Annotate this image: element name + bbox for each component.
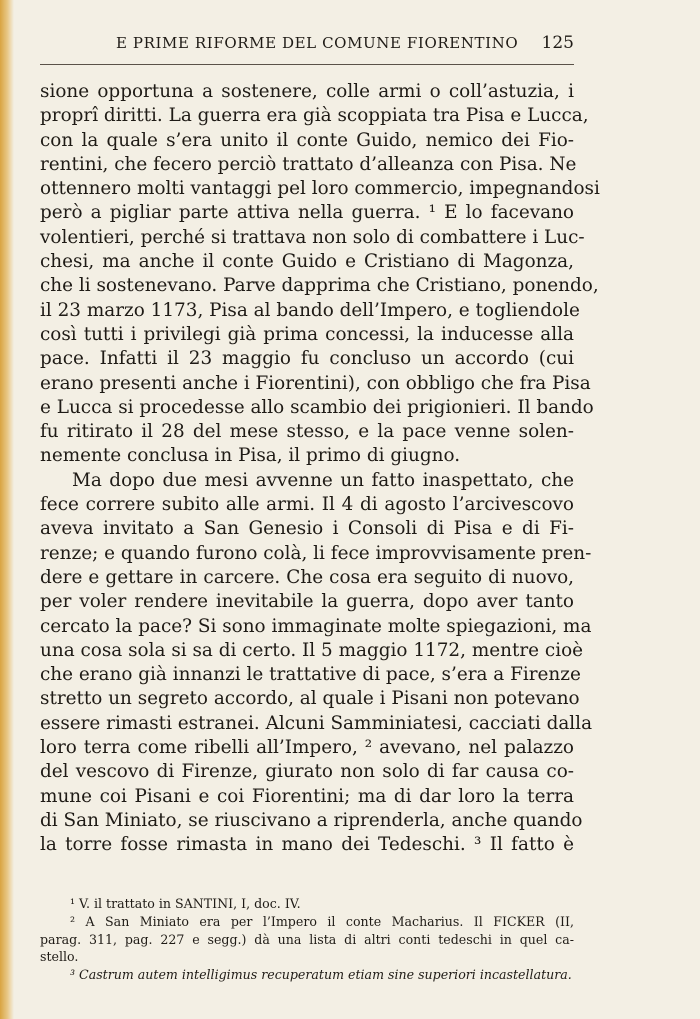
text-line: renze; e quando furono colà, li fece improvvisamente pren-: [40, 542, 592, 564]
text-line: stretto un segreto accordo, al quale i Pisani non potevano: [40, 688, 580, 710]
text-line: sione opportuna a sostenere, colle armi o coll’astuzia, i: [40, 81, 574, 102]
text-line: la torre fosse rimasta in mano dei Tedeschi. ³ Il fatto è: [40, 834, 574, 856]
text-line: dere e gettare in carcere. Che cosa era seguito di nuovo,: [40, 566, 574, 588]
footnote-1: ¹ V. il trattato in SANTINI, I, doc. IV.: [70, 896, 301, 911]
text-line: però a pigliar parte attiva nella guerra. ¹ E lo facevano: [40, 202, 574, 224]
running-title: E PRIME RIFORME DEL COMUNE FIORENTINO: [116, 34, 519, 52]
text-line: chesi, ma anche il conte Guido e Cristiano di Magonza,: [40, 251, 574, 273]
text-line: cercato la pace? Si sono immaginate molte spiegazioni, ma: [40, 615, 592, 637]
text-line: erano presenti anche i Fiorentini), con obbligo che fra Pisa: [40, 372, 591, 394]
text-line: fu ritirato il 28 del mese stesso, e la pace venne solen-: [40, 421, 574, 443]
running-header: [40, 34, 574, 60]
text-line: pace. Infatti il 23 maggio fu concluso un accordo (cui: [40, 348, 574, 370]
text-line: rentini, che fecero perciò trattato d’alleanza con Pisa. Ne: [40, 153, 577, 175]
text-line: essere rimasti estranei. Alcuni Samminiatesi, cacciati dalla: [40, 712, 593, 734]
footnote-2: ² A San Miniato era per l’Impero il conte Macharius. Il FICKER (II,: [70, 913, 574, 929]
text-line: per voler rendere inevitabile la guerra, dopo aver tanto: [40, 591, 574, 613]
text-line: che li sostenevano. Parve dapprima che Cristiano, ponendo,: [40, 275, 599, 297]
main-text: [40, 80, 600, 858]
header-rule: [40, 64, 574, 65]
text-line: ottennero molti vantaggi pel loro commercio, impegnandosi: [40, 178, 600, 200]
text-line: una cosa sola si sa di certo. Il 5 maggio 1172, mentre cioè: [40, 639, 584, 661]
page-spine-edge: [0, 0, 14, 1019]
text-line: così tutti i privilegi già prima concessi, la inducesse alla: [40, 323, 574, 345]
text-line: di San Miniato, se riuscivano a riprenderla, anche quando: [40, 809, 583, 831]
footnote-3: ³ Castrum autem intelligimus recuperatum etiam sine superiori incastellatura.: [70, 967, 572, 983]
text-line: Ma dopo due mesi avvenne un fatto inaspettato, che: [72, 469, 574, 491]
text-line: mune coi Pisani e coi Fiorentini; ma di dar loro la terra: [40, 785, 574, 807]
text-line: volentieri, perché si trattava non solo di combattere i Luc-: [40, 226, 585, 248]
text-line: proprî diritti. La guerra era già scoppiata tra Pisa e Lucca,: [40, 105, 589, 127]
text-line: fece correre subito alle armi. Il 4 di agosto l’arcivescovo: [40, 494, 574, 516]
footnotes: [40, 895, 574, 984]
text-line: il 23 marzo 1173, Pisa al bando dell’Impero, e togliendole: [40, 299, 580, 321]
page-number: 125: [541, 33, 574, 53]
text-line: loro terra come ribelli all’Impero, ² avevano, nel palazzo: [40, 737, 574, 759]
text-line: nemente conclusa in Pisa, il primo di giugno.: [40, 445, 461, 467]
text-line: con la quale s’era unito il conte Guido, nemico dei Fio-: [40, 129, 574, 151]
footnote-2-continued: stello.: [40, 949, 79, 965]
footnote-2-continued: parag. 311, pag. 227 e segg.) dà una lista di altri conti tedeschi in quel ca-: [40, 931, 574, 947]
text-line: del vescovo di Firenze, giurato non solo di far causa co-: [40, 761, 574, 783]
text-line: che erano già innanzi le trattative di pace, s’era a Firenze: [40, 664, 581, 686]
text-line: e Lucca si procedesse allo scambio dei prigionieri. Il bando: [40, 396, 594, 418]
text-line: aveva invitato a San Genesio i Consoli di Pisa e di Fi-: [40, 518, 574, 540]
